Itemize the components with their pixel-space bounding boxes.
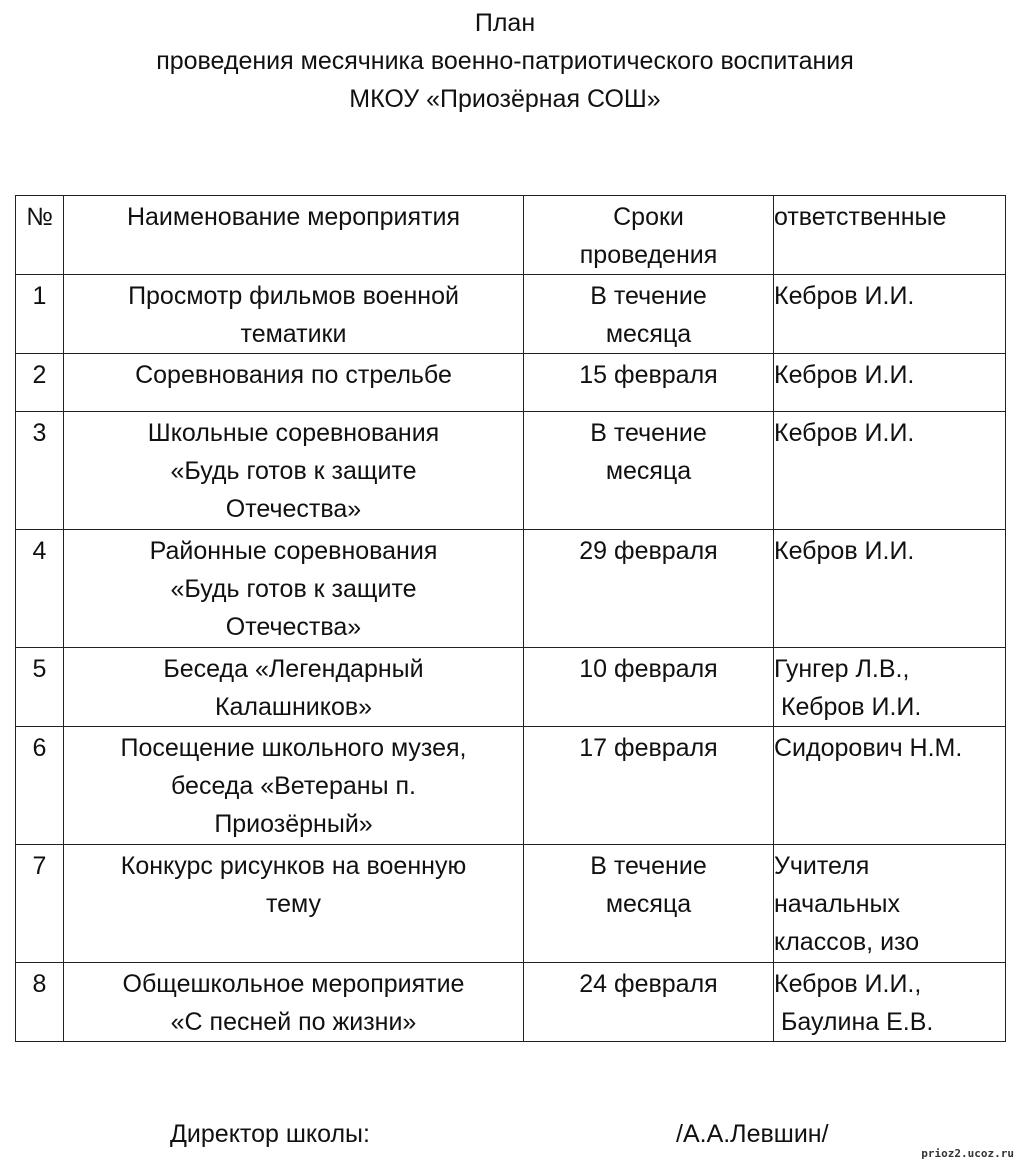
row-responsible: Гунгер Л.В., Кебров И.И. xyxy=(774,648,1006,727)
row-event-name: Беседа «Легендарный Калашников» xyxy=(64,648,524,727)
row-date: 10 февраля xyxy=(524,648,774,727)
row-num: 6 xyxy=(16,727,64,845)
row-date: 15 февраля xyxy=(524,354,774,412)
row-event-name: Конкурс рисунков на военную тему xyxy=(64,845,524,963)
row-date: 24 февраля xyxy=(524,963,774,1042)
site-watermark: prioz2.ucoz.ru xyxy=(921,1147,1014,1160)
row-event-name: Районные соревнования «Будь готов к защите Отечества» xyxy=(64,530,524,648)
row-event-name: Посещение школьного музея, беседа «Ветераны п. Приозёрный» xyxy=(64,727,524,845)
row-responsible: Кебров И.И. xyxy=(774,275,1006,354)
table-row xyxy=(16,845,1006,963)
table-row xyxy=(16,354,1006,412)
title-line-plan: План xyxy=(474,9,536,37)
row-num: 4 xyxy=(16,530,64,648)
header-responsible: ответственные xyxy=(774,196,1006,275)
row-date: В течение месяца xyxy=(524,412,774,530)
row-num: 7 xyxy=(16,845,64,963)
row-responsible: Кебров И.И. xyxy=(774,412,1006,530)
document-title xyxy=(0,4,1010,118)
row-date: 17 февраля xyxy=(524,727,774,845)
row-responsible: Учителя начальных классов, изо xyxy=(774,845,1006,963)
row-responsible: Кебров И.И. xyxy=(774,354,1006,412)
row-num: 1 xyxy=(16,275,64,354)
row-date: В течение месяца xyxy=(524,845,774,963)
table-header-row xyxy=(16,196,1006,275)
row-responsible: Кебров И.И., Баулина Е.В. xyxy=(774,963,1006,1042)
row-event-name: Соревнования по стрельбе xyxy=(64,354,524,412)
title-line-subject: проведения месячника военно-патриотического воспитания xyxy=(156,47,854,75)
table-row xyxy=(16,530,1006,648)
header-num: № xyxy=(16,196,64,275)
title-line-school: МКОУ «Приозёрная СОШ» xyxy=(349,85,661,113)
row-event-name: Просмотр фильмов военной тематики xyxy=(64,275,524,354)
header-name: Наименование мероприятия xyxy=(64,196,524,275)
row-responsible: Кебров И.И. xyxy=(774,530,1006,648)
row-date: 29 февраля xyxy=(524,530,774,648)
row-responsible: Сидорович Н.М. xyxy=(774,727,1006,845)
row-event-name: Школьные соревнования «Будь готов к защите Отечества» xyxy=(64,412,524,530)
table-row xyxy=(16,727,1006,845)
table-row xyxy=(16,275,1006,354)
events-table xyxy=(15,195,1006,1042)
row-num: 2 xyxy=(16,354,64,412)
director-label: Директор школы: xyxy=(170,1120,370,1148)
header-date: Сроки проведения xyxy=(524,196,774,275)
director-signature: /А.А.Левшин/ xyxy=(676,1120,829,1148)
row-num: 8 xyxy=(16,963,64,1042)
table-row xyxy=(16,963,1006,1042)
row-num: 3 xyxy=(16,412,64,530)
table-row xyxy=(16,648,1006,727)
table-row xyxy=(16,412,1006,530)
row-date: В течение месяца xyxy=(524,275,774,354)
row-num: 5 xyxy=(16,648,64,727)
row-event-name: Общешкольное мероприятие «С песней по жизни» xyxy=(64,963,524,1042)
